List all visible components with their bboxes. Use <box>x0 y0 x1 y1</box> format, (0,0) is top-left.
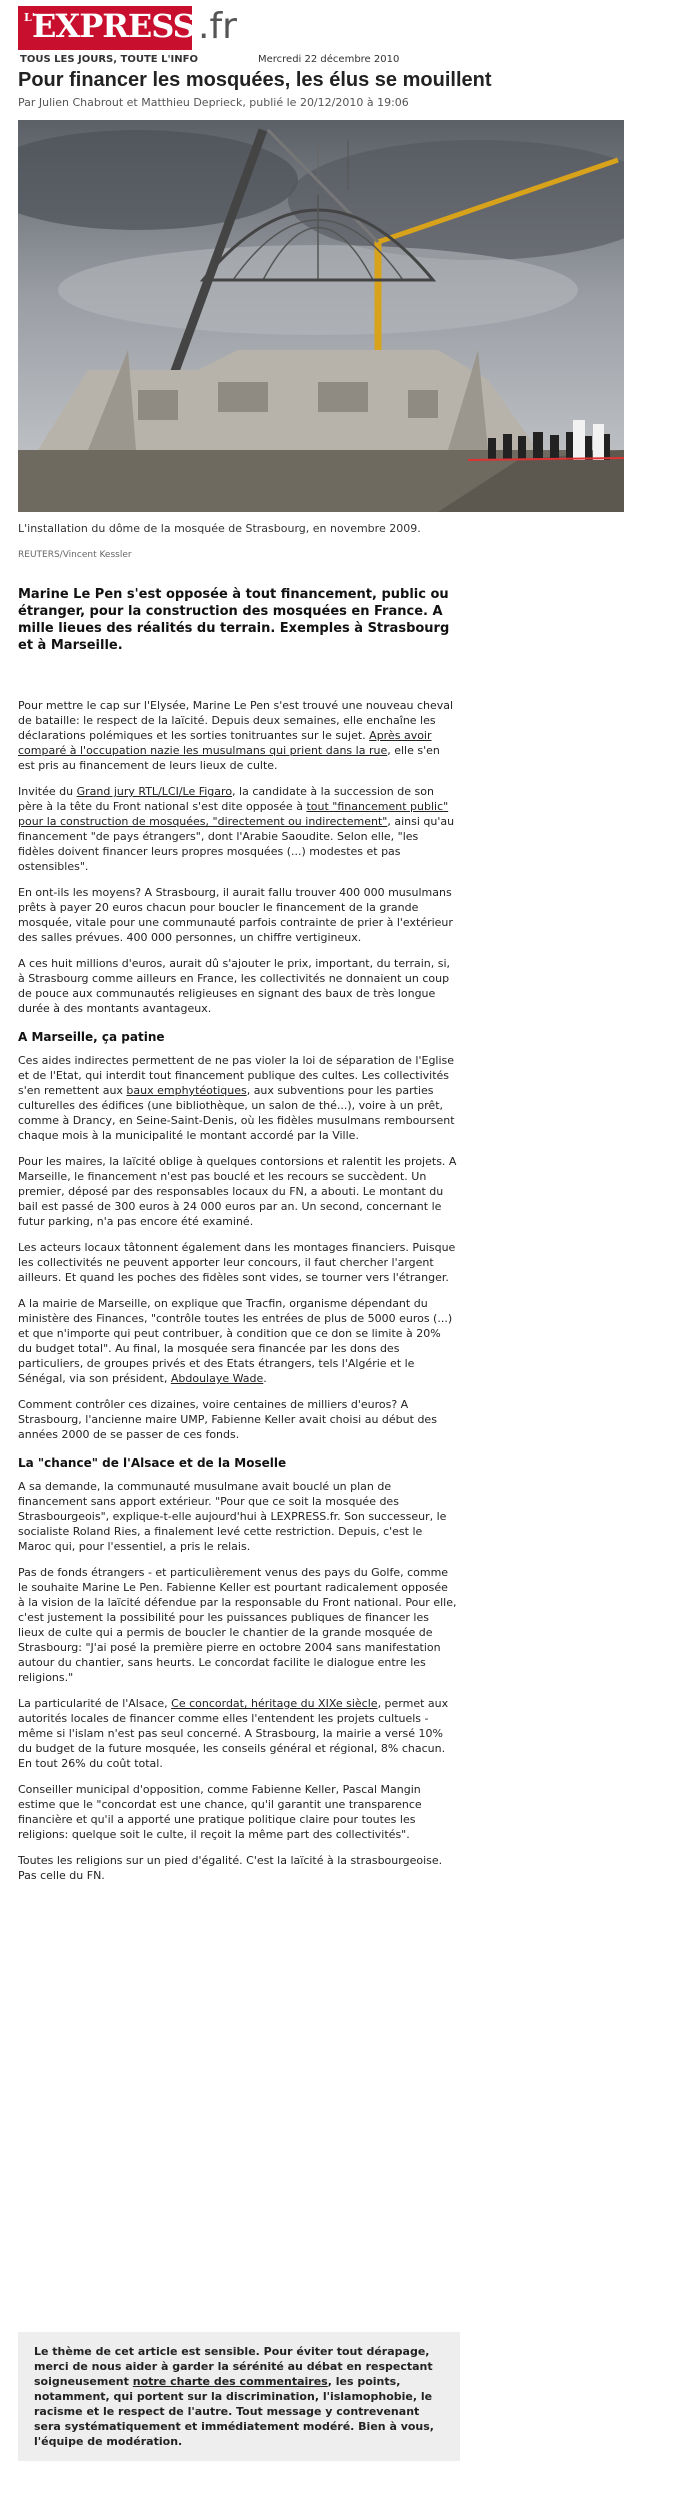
photo-credit: REUTERS/Vincent Kessler <box>18 550 132 560</box>
link-charte-commentaires[interactable]: notre charte des commentaires <box>132 2375 328 2388</box>
article-byline: Par Julien Chabrout et Matthieu Deprieck, publié le 20/12/2010 à 19:06 <box>18 96 409 109</box>
paragraph: A ces huit millions d'euros, aurait dû s'ajouter le prix, important, du terrain, si, à Strasbourg comme ailleurs en France, les collectivités ne donnaient un coup de pouce aux communautés religieuses en signant des baux de très longue durée à des montants avantageux. <box>18 957 451 1015</box>
section-heading-alsace: La "chance" de l'Alsace et de la Moselle <box>18 1456 287 1470</box>
logo-extension: .fr <box>198 6 237 47</box>
link-grand-jury[interactable]: Grand jury RTL/LCI/Le Figaro <box>76 785 233 798</box>
link-baux-emphyteotiques[interactable]: baux emphytéotiques <box>126 1084 247 1097</box>
logo-word: EXPRESS <box>32 7 195 45</box>
paragraph: A la mairie de Marseille, on explique que Tracfin, organisme dépendant du ministère des Finances, "contrôle toutes les entrées de plus de 5000 euros (...) et que n'importe qui peut contribuer, à condition que ce don se limite à 20% du budget total". Au final, la mosquée sera financée par les dons des particuliers, de groupes privés et des Etats étrangers, tels l'Algérie et le Sénégal, via son président, Abdoulaye Wade. <box>18 1297 453 1385</box>
link-occupation-nazie[interactable]: Après avoir comparé à l'occupation nazie les musulmans qui prient dans la rue <box>18 729 432 757</box>
edition-date: Mercredi 22 décembre 2010 <box>258 54 400 65</box>
section-heading-marseille: A Marseille, ça patine <box>18 1030 165 1044</box>
link-financement-public[interactable]: tout "financement public" pour la construction de mosquées, "directement ou indirectement" <box>18 800 449 828</box>
moderation-notice: Le thème de cet article est sensible. Pour éviter tout dérapage, merci de nous aider à garder la sérénité au débat en respectant soigneusement notre charte des commentaires, les points, notamment, qui portent sur la discrimination, l'islamophobie, le racisme et le respect de l'autre. Tout message y contrevenant sera systématiquement et immédiatement modéré. Bien à vous, l'équipe de modération. <box>18 2332 460 2461</box>
photo-caption: L'installation du dôme de la mosquée de Strasbourg, en novembre 2009. <box>18 522 421 535</box>
masthead <box>18 6 658 66</box>
lexpress-logo[interactable] <box>18 6 195 50</box>
article-body <box>18 698 458 1894</box>
article-lead: Marine Le Pen s'est opposée à tout financement, public ou étranger, pour la construction des mosquées en France. A mille lieues des réalités du terrain. Exemples à Strasbourg et à Marseille. <box>18 587 450 653</box>
link-abdoulaye-wade[interactable]: Abdoulaye Wade <box>170 1372 264 1385</box>
paragraph: Ces aides indirectes permettent de ne pas violer la loi de séparation de l'Eglise et de l'Etat, qui interdit tout financement publique des cultes. Les collectivités s'en remettent aux baux emphytéotiques, aux subventions pour les parties culturelles des édifices (une bibliothèque, un salon de thé...), voire à un prêt, comme à Drancy, en Seine-Saint-Denis, où les fidèles musulmans remboursent chaque mois à la municipalité le montant accordé par la Ville. <box>18 1054 455 1142</box>
paragraph: A sa demande, la communauté musulmane avait bouclé un plan de financement sans apport extérieur. "Pour que ce soit la mosquée des Strasbourgeois", explique-t-elle aujourd'hui à LEXPRESS.fr. Son successeur, le socialiste Roland Ries, a finalement levé cette restriction. Depuis, c'est le Maroc qui, pour l'essentiel, a pris le relais. <box>18 1480 447 1553</box>
paragraph: Pas de fonds étrangers - et particulièrement venus des pays du Golfe, comme le souhaite Marine Le Pen. Fabienne Keller est pourtant radicalement opposée à la vision de la laïcité défendue par la responsable du Front national. Pour elle, c'est justement la possibilité pour les puissances publiques de financer les lieux de culte qui a permis de boucler le chantier de la grande mosquée de Strasbourg: "J'ai posé la première pierre en octobre 2004 sans manifestation autour du chantier, sans heurts. Le concordat facilite le dialogue entre les religions." <box>18 1566 457 1684</box>
paragraph: Les acteurs locaux tâtonnent également dans les montages financiers. Puisque les collectivités ne peuvent apporter leur concours, il faut chercher l'argent ailleurs. Et quand les poches des fidèles sont vides, se tourner vers l'étranger. <box>18 1241 456 1284</box>
logo-prefix: L' <box>24 11 36 24</box>
paragraph: Conseiller municipal d'opposition, comme Fabienne Keller, Pascal Mangin estime que le "concordat est une chance, qu'il garantit une transparence financière et qu'il a apporté une pratique politique claire pour toutes les religions: quelque soit le culte, il reçoit la même part des collectivités". <box>18 1783 422 1841</box>
article-title: Pour financer les mosquées, les élus se mouillent <box>18 69 492 91</box>
paragraph: Pour les maires, la laïcité oblige à quelques contorsions et ralentit les projets. A Marseille, le financement n'est pas bouclé et les recours se succèdent. Un premier, déposé par des responsables locaux du FN, a abouti. Le montant du bail est passé de 300 euros à 24 000 euros par an. Un second, concernant le futur parking, n'a pas encore été examiné. <box>18 1155 457 1228</box>
paragraph: Pour mettre le cap sur l'Elysée, Marine Le Pen s'est trouvé une nouveau cheval de bataille: le respect de la laïcité. Depuis deux semaines, elle enchaîne les déclarations polémiques et les sorties tonitruantes sur le sujet. Après avoir comparé à l'occupation nazie les musulmans qui prient dans la rue, elle s'en est pris au financement de leurs lieux de culte. <box>18 699 454 772</box>
link-concordat[interactable]: Ce concordat, héritage du XIXe siècle <box>171 1697 378 1710</box>
mosque-dome-photo <box>18 120 624 512</box>
paragraph: La particularité de l'Alsace, Ce concordat, héritage du XIXe siècle, permet aux autorités locales de financer comme elles l'entendent les projets cultuels - même si l'islam n'est pas seul concerné. A Strasbourg, la mairie a versé 10% du budget de la future mosquée, les conseils général et régional, 8% chacun. En tout 26% du coût total. <box>18 1697 449 1770</box>
paragraph: Toutes les religions sur un pied d'égalité. C'est la laïcité à la strasbourgeoise. Pas celle du FN. <box>18 1854 443 1882</box>
paragraph: Invitée du Grand jury RTL/LCI/Le Figaro, la candidate à la succession de son père à la tête du Front national s'est dite opposée à tout "financement public" pour la construction de mosquées, "directement ou indirectement", ainsi qu'au financement "de pays étrangers", dont l'Arabie Saoudite. Selon elle, "les fidèles doivent financer leurs propres mosquées (...) modestes et pas ostensibles". <box>18 785 455 873</box>
paragraph: Comment contrôler ces dizaines, voire centaines de milliers d'euros? A Strasbourg, l'ancienne maire UMP, Fabienne Keller avait choisi au début des années 2000 de se passer de ces fonds. <box>18 1398 437 1441</box>
tagline: TOUS LES JOURS, TOUTE L'INFO <box>20 54 198 65</box>
article-photo <box>18 120 624 512</box>
paragraph: En ont-ils les moyens? A Strasbourg, il aurait fallu trouver 400 000 musulmans prêts à payer 20 euros chacun pour boucler le financement de la grande mosquée, vitale pour une communauté parfois contrainte de prier à l'extérieur des salles prévues. 400 000 personnes, un chiffre vertigineux. <box>18 886 453 944</box>
